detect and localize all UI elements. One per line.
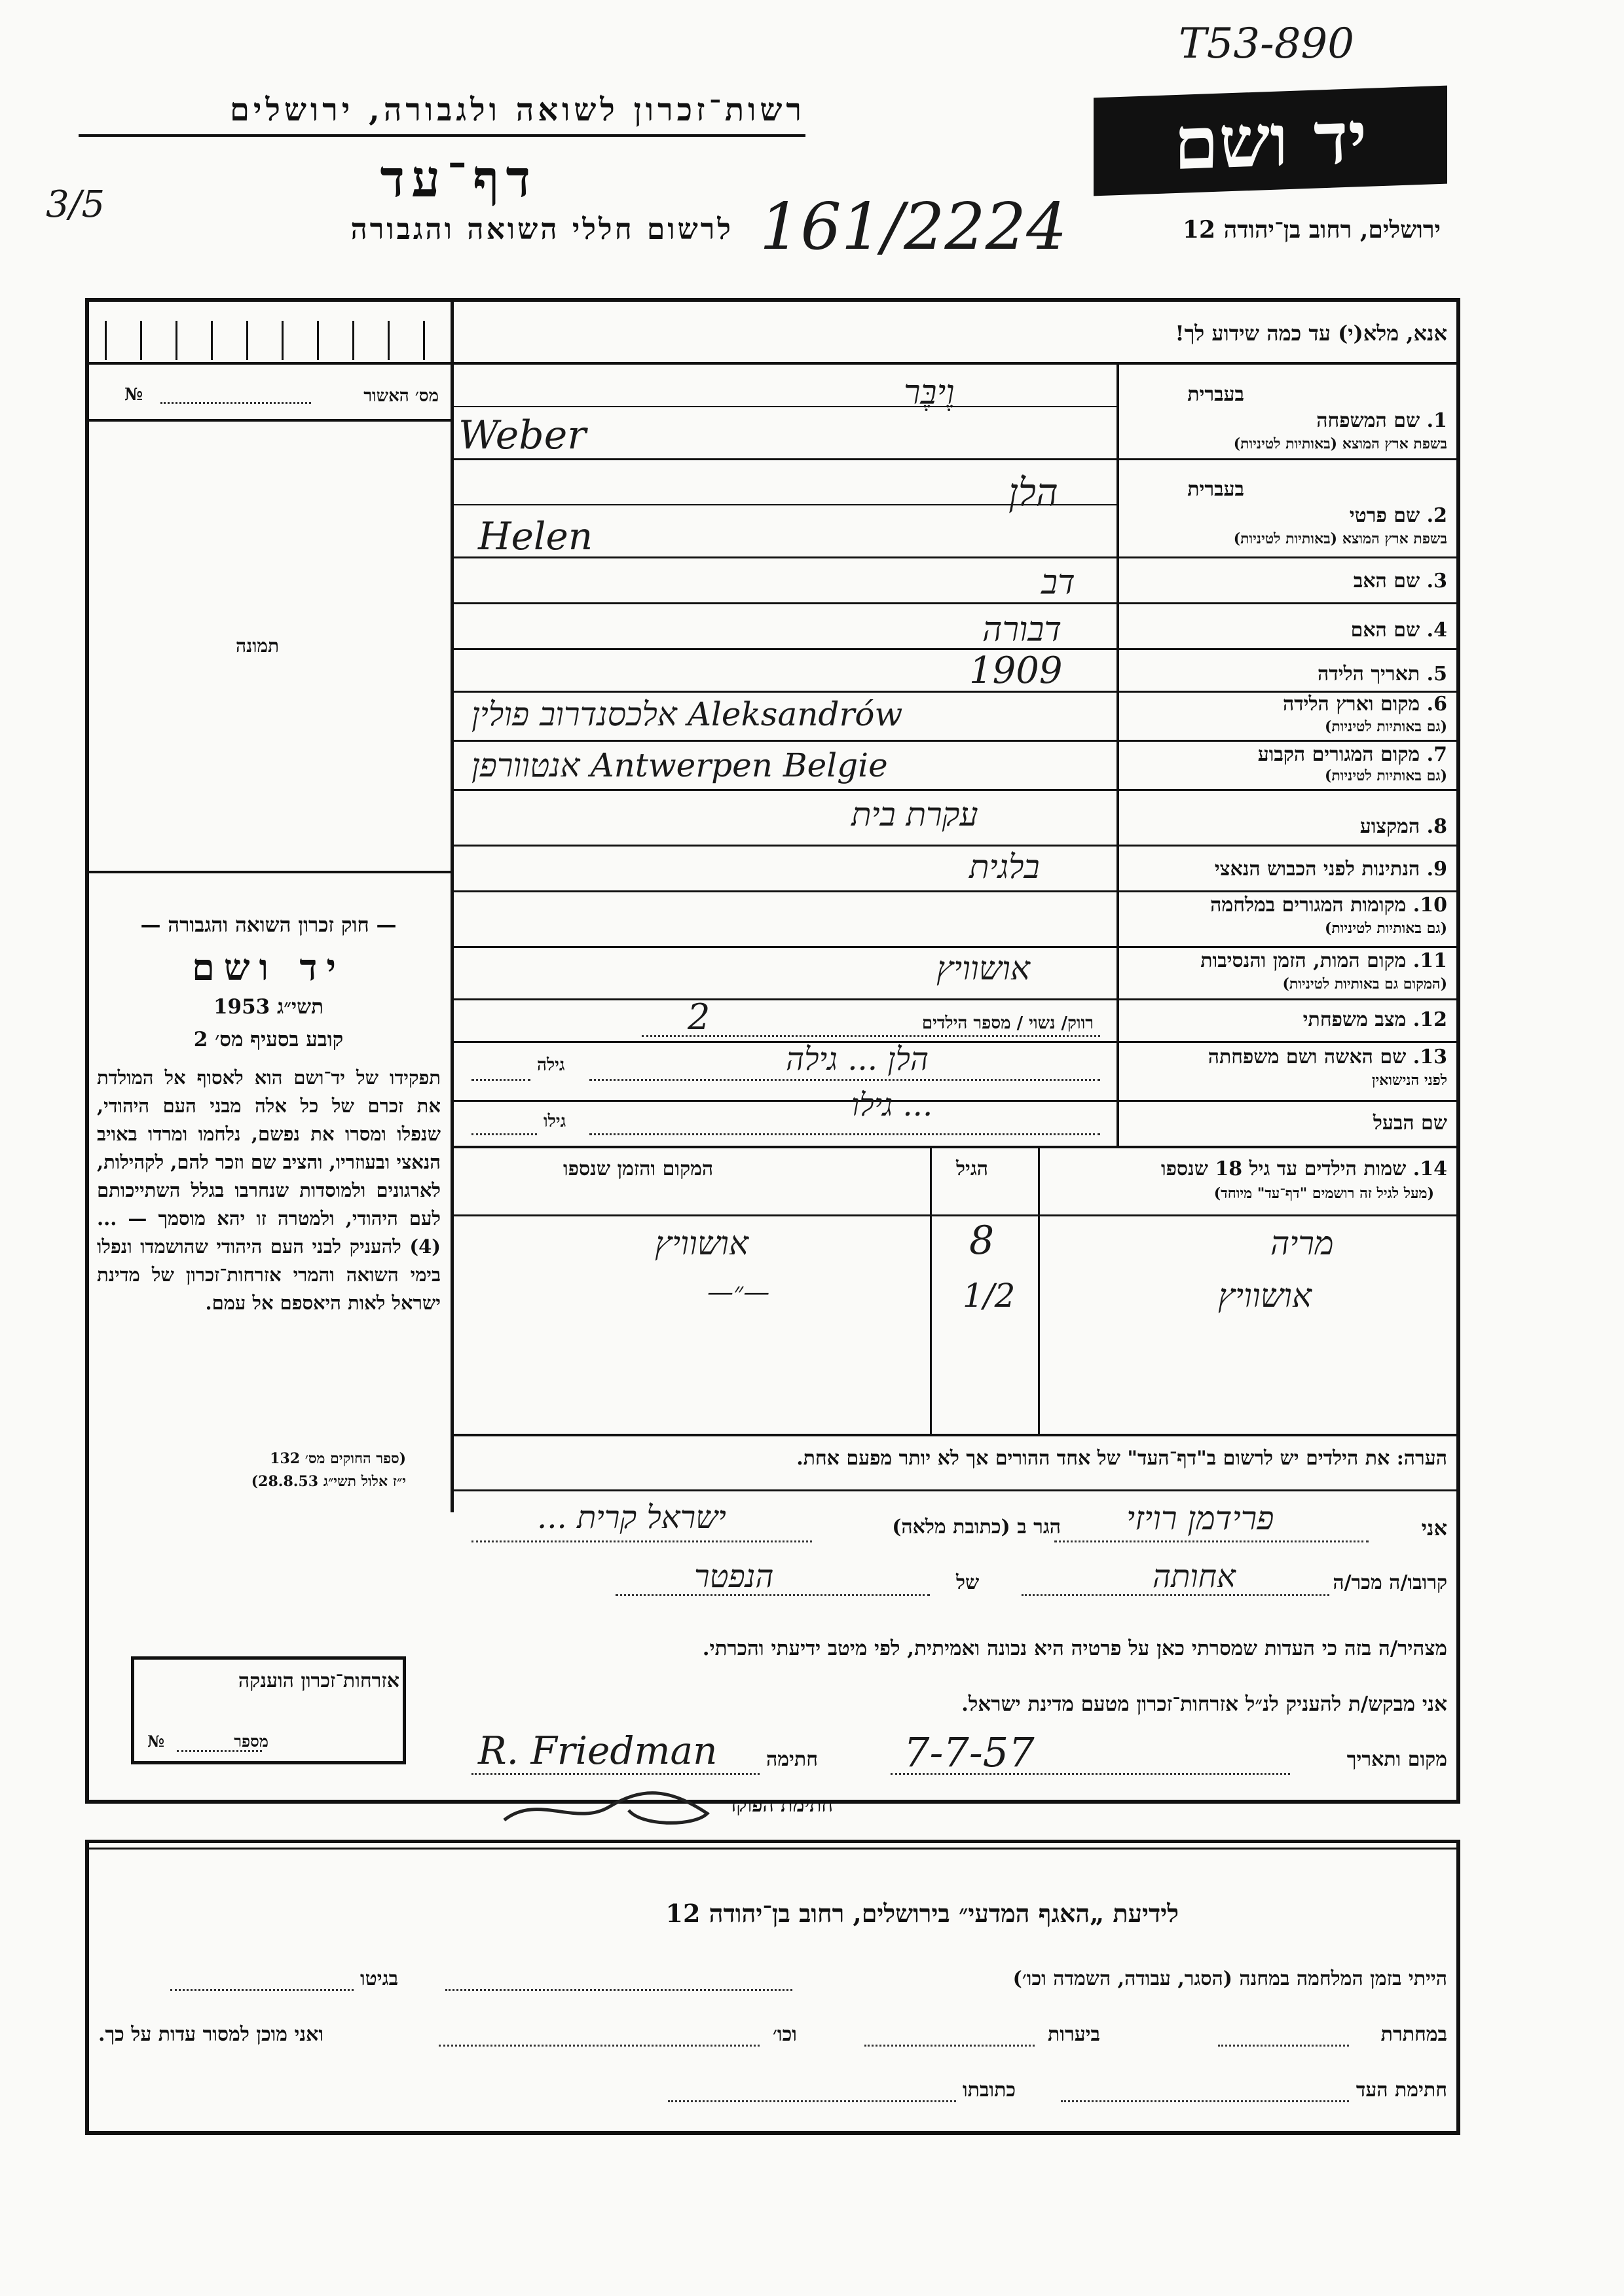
officer-label: חתימת הפוקד	[727, 1794, 834, 1817]
side-mark: 3/5	[46, 183, 105, 226]
husband-name[interactable]: ... גילו	[851, 1087, 933, 1123]
law-year: תשי״ג 1953	[213, 995, 324, 1019]
request: אני מבקש/ת להעניק לנ״ל אזרחות־זכרון מטעם מדינת ישראל.	[961, 1692, 1447, 1716]
footer-address-line[interactable]	[668, 2098, 956, 2102]
footer-camp-line[interactable]	[445, 1987, 792, 1991]
children-col-divider-1	[930, 1146, 932, 1434]
field-12-label: 12. מצב משפחתי	[1302, 1008, 1447, 1031]
footer-forests: ביערות	[1048, 2023, 1101, 2046]
footer-witness-signature: חתימת העד	[1356, 2079, 1447, 2102]
of-label: של	[956, 1571, 980, 1594]
law-title: — חוק זכרון השואה והגבורה —	[140, 913, 397, 937]
hebrew-label-1: בעברית	[1187, 383, 1244, 406]
residing-label: הגר ב (כתובת מלאה)	[892, 1516, 1061, 1539]
children-names-subheader: (מעל לגיל זה רושמים "דף־עד" מיוחד)	[1213, 1185, 1434, 1202]
row-line	[452, 845, 1460, 847]
nationality[interactable]: בלגית	[969, 848, 1040, 886]
relative-label: קרובו/ה מכר/ה	[1333, 1571, 1447, 1594]
field-1-label: 1. שם המשפחה	[1316, 409, 1447, 432]
occupation[interactable]: עקרת בית	[851, 795, 978, 833]
approval-no-mark: №	[124, 385, 143, 405]
footer-etc-line[interactable]	[439, 2043, 760, 2047]
children-names-header: 14. שמות הילדים עד גיל 18 שנספו	[1160, 1157, 1447, 1180]
relation-line	[1022, 1592, 1329, 1596]
citizenship-no-mark: №	[147, 1732, 165, 1751]
death-place[interactable]: אושוויץ	[936, 949, 1030, 987]
row-line	[452, 890, 1460, 892]
logo-text: יד ושם	[1173, 94, 1367, 187]
child-1-place[interactable]: אושוויץ	[655, 1224, 748, 1262]
row-line	[452, 458, 1460, 460]
statement: מצהיר/ה בזה כי העדות שמסרתי כאן על פרטיה היא נכונה ואמיתית, לפי מיטב ידיעתי והכרתי.	[702, 1637, 1447, 1660]
mother-name[interactable]: דבורה	[982, 610, 1062, 649]
child-2-age[interactable]: 1/2	[963, 1277, 1016, 1315]
footer-etc: וכו׳	[773, 2023, 797, 2046]
place-date-label: מקום ותאריך	[1346, 1748, 1447, 1771]
child-2-name[interactable]: אושוויץ	[1218, 1277, 1312, 1315]
row-line	[452, 789, 1460, 791]
field-1-sub: בשפת ארץ המוצא (באותיות לטיניות)	[1233, 435, 1447, 452]
footer-frame-right	[1456, 1840, 1460, 2134]
footer-sep-top	[85, 1840, 1460, 1843]
photo-box-top	[85, 419, 452, 422]
marital-line	[642, 1033, 1100, 1037]
children-note: הערה: את הילדים יש לרשום ב"דף־העד" של אחד ההורים אך לא יותר מפעם אחת.	[796, 1447, 1447, 1470]
officer-signature	[498, 1781, 733, 1833]
field-3-label: 3. שם האב	[1353, 570, 1447, 592]
org-underline	[79, 134, 805, 137]
field-13-sub: לפני הנישואין	[1371, 1072, 1447, 1089]
husband-age-label: גילו	[544, 1112, 566, 1131]
form-title: דף־עד	[380, 149, 537, 209]
child-2-place[interactable]: —״—	[707, 1277, 770, 1307]
citizenship-number-field[interactable]	[177, 1748, 262, 1752]
sidebar-divider	[451, 298, 454, 1512]
field-10-sub: (גם באותיות לטיניות)	[1324, 920, 1447, 937]
field-7-sub: (גם באותיות לטיניות)	[1324, 767, 1447, 784]
footer-witness-line[interactable]	[1061, 2098, 1349, 2102]
row-line	[452, 946, 1460, 948]
footer-willing: ואני מוכן למסור עדות על כך.	[98, 2023, 324, 2046]
field-6-sub: (גם באותיות לטיניות)	[1324, 718, 1447, 735]
row-line	[452, 740, 1460, 742]
field-9-label: 9. הנתינות לפני הכבוש הנאצי	[1214, 858, 1447, 881]
footer-title: לידיעת „האגף המדעי״ בירושלים, רחוב בן־יהודה 12	[665, 1899, 1179, 1928]
top-left-ticks	[105, 321, 439, 360]
field-6-label: 6. מקום וארץ הלידה	[1282, 693, 1447, 716]
children-col-divider-2	[1038, 1146, 1040, 1434]
field-10-label: 10. מקומות המגורים במלחמה	[1210, 894, 1447, 917]
footer-underground: במחתרת	[1380, 2023, 1447, 2046]
footer-address: כתובתו	[963, 2079, 1016, 2102]
field-4-label: 4. שם האם	[1350, 619, 1447, 642]
footer-frame-left	[85, 1840, 89, 2134]
signature-value[interactable]: R. Friedman	[478, 1728, 718, 1773]
form-number: 161/2224	[760, 190, 1067, 264]
birth-date[interactable]: 1909	[969, 649, 1063, 692]
signature-line	[471, 1771, 760, 1775]
top-row-line	[85, 362, 1460, 365]
approval-label: מס׳ האשור	[363, 386, 439, 406]
law-reference: (ספר החוקים מס׳ 132	[270, 1450, 406, 1467]
label-divider	[1116, 365, 1119, 1146]
photo-label: תמונה	[236, 635, 280, 657]
marital-status-printed: רווק/ נשוי / מספר הילדים	[921, 1013, 1094, 1033]
row-line	[452, 556, 1460, 558]
of-value[interactable]: הנפטר	[694, 1558, 774, 1595]
law-clause: קובע בסעיף מס׳ 2	[193, 1028, 344, 1051]
address-line: ירושלים, רחוב בן־יהודה 12	[1182, 216, 1441, 244]
wife-age-field[interactable]	[471, 1077, 530, 1081]
wife-age-label: גילה	[537, 1055, 565, 1075]
children-place-header: המקום והזמן שנספו	[563, 1157, 714, 1180]
father-name[interactable]: דב	[1041, 563, 1075, 602]
children-header-line	[452, 1214, 1460, 1216]
form-subtitle: לרשום חללי השואה והגבורה	[350, 213, 733, 246]
archive-stamp-number: T53-890	[1179, 20, 1354, 68]
law-reference-date: י״ז אלול תשי״ג 28.8.53)	[251, 1473, 406, 1490]
please-fill-note: אנא, מלא(י) עד כמה שידוע לך!	[1175, 321, 1447, 346]
row-line	[452, 998, 1460, 1000]
field-11-label: 11. מקום המות, הזמן והנסיבות	[1200, 949, 1447, 972]
declaration-i: אני	[1421, 1516, 1447, 1540]
footer-forests-line[interactable]	[864, 2043, 1035, 2047]
citizenship-number-label: מספר	[234, 1732, 268, 1751]
of-line	[616, 1592, 930, 1596]
photo-box-bottom	[85, 871, 452, 873]
husband-age-field[interactable]	[471, 1131, 537, 1135]
declarant-name-line	[1054, 1539, 1369, 1542]
firstname-latin[interactable]: Helen	[478, 514, 593, 558]
citizenship-title: אזרחות־זכרון הוענקה	[238, 1669, 399, 1692]
field-8-label: 8. המקצוע	[1359, 815, 1447, 838]
footer-frame-bottom	[85, 2131, 1460, 2135]
row-line	[452, 648, 1460, 650]
husband-line	[589, 1131, 1100, 1135]
field-11-sub: (המקום גם באותיות לטיניות)	[1282, 975, 1447, 993]
row-line	[452, 1146, 1460, 1148]
children-count[interactable]: 2	[688, 996, 710, 1038]
declarant-name[interactable]: פרידמן רויזי	[1126, 1499, 1274, 1537]
surname-latin[interactable]: Weber	[458, 412, 586, 458]
child-1-name[interactable]: מריה	[1270, 1224, 1334, 1262]
wife-line	[589, 1077, 1100, 1081]
row-line	[452, 602, 1460, 604]
firstname-hebrew[interactable]: הלן	[1008, 470, 1058, 515]
yad-vashem-logo	[1094, 86, 1447, 196]
field-7-label: 7. מקום המגורים הקבוע	[1257, 743, 1447, 766]
law-text: תפקידו של יד־ושם הוא לאסוף אל המולדת את זכרם של כל אלה מבני העם היהודי, שנפלו ומסרו את נפשם, נלחמו ומרדו באויב הנאצי ובעוזריו, והציב שם וזכר להם, לקהילות, לארגונים ולמוסדות שנחרבו בגלל השתייכותם לעם היהודי, ולמטרה זו יהא מוסמך — ... (4) להעניק לבני העם היהודי שהושמדו ונפלו בימי השואה והמרי אזרחות־זכרון של מדינת ישראל לאות היאספם אל עמם.	[97, 1066, 441, 1314]
footer-sep-top-2	[85, 1848, 1460, 1850]
residence[interactable]: אנטוורפן Antwerpen Belgie	[471, 746, 888, 784]
footer-ghetto: בגיטו	[360, 1967, 399, 1990]
husband-label: שם הבעל	[1373, 1112, 1447, 1135]
wife-name[interactable]: הלן ... גילה	[786, 1041, 929, 1078]
field-13-label: 13. שם האשה ושם משפחתה	[1208, 1046, 1447, 1068]
date-value[interactable]: 7-7-57	[904, 1728, 1035, 1776]
field-2-label: 2. שם פרטי	[1349, 504, 1447, 527]
organization-line: רשות־זכרון לשואה ולגבורה, ירושלים	[229, 92, 805, 128]
footer-camp-text: הייתי בזמן המלחמה במחנה (הסגר, עבודה, השמדה וכו׳)	[1012, 1967, 1447, 1990]
row-line	[452, 1041, 1460, 1043]
approval-field[interactable]	[160, 399, 311, 404]
footer-underground-line[interactable]	[1218, 2043, 1349, 2047]
children-age-header: הגיל	[956, 1157, 989, 1180]
row-line	[452, 1100, 1460, 1102]
declarant-address[interactable]: ישראל קרית ...	[537, 1499, 726, 1536]
note-line	[452, 1489, 1460, 1491]
child-1-age[interactable]: 8	[969, 1218, 995, 1264]
field-2-sub: בשפת ארץ המוצא (באותיות לטיניות)	[1233, 530, 1447, 547]
law-name: יד ושם	[191, 946, 346, 989]
field-5-label: 5. תאריך הלידה	[1318, 663, 1447, 685]
hebrew-label-2: בעברית	[1187, 478, 1244, 501]
footer-ghetto-line[interactable]	[170, 1987, 354, 1991]
children-bottom-line	[452, 1434, 1460, 1436]
signature-label: חתימה	[766, 1748, 818, 1771]
relation-value[interactable]: אחותה	[1153, 1558, 1236, 1595]
declarant-address-line	[471, 1539, 812, 1542]
birth-place[interactable]: אלכסנדרוב פולין Aleksandrów	[471, 695, 903, 733]
surname-hebrew[interactable]: וֶיבֶּר	[904, 373, 955, 412]
row-line	[452, 406, 1116, 407]
